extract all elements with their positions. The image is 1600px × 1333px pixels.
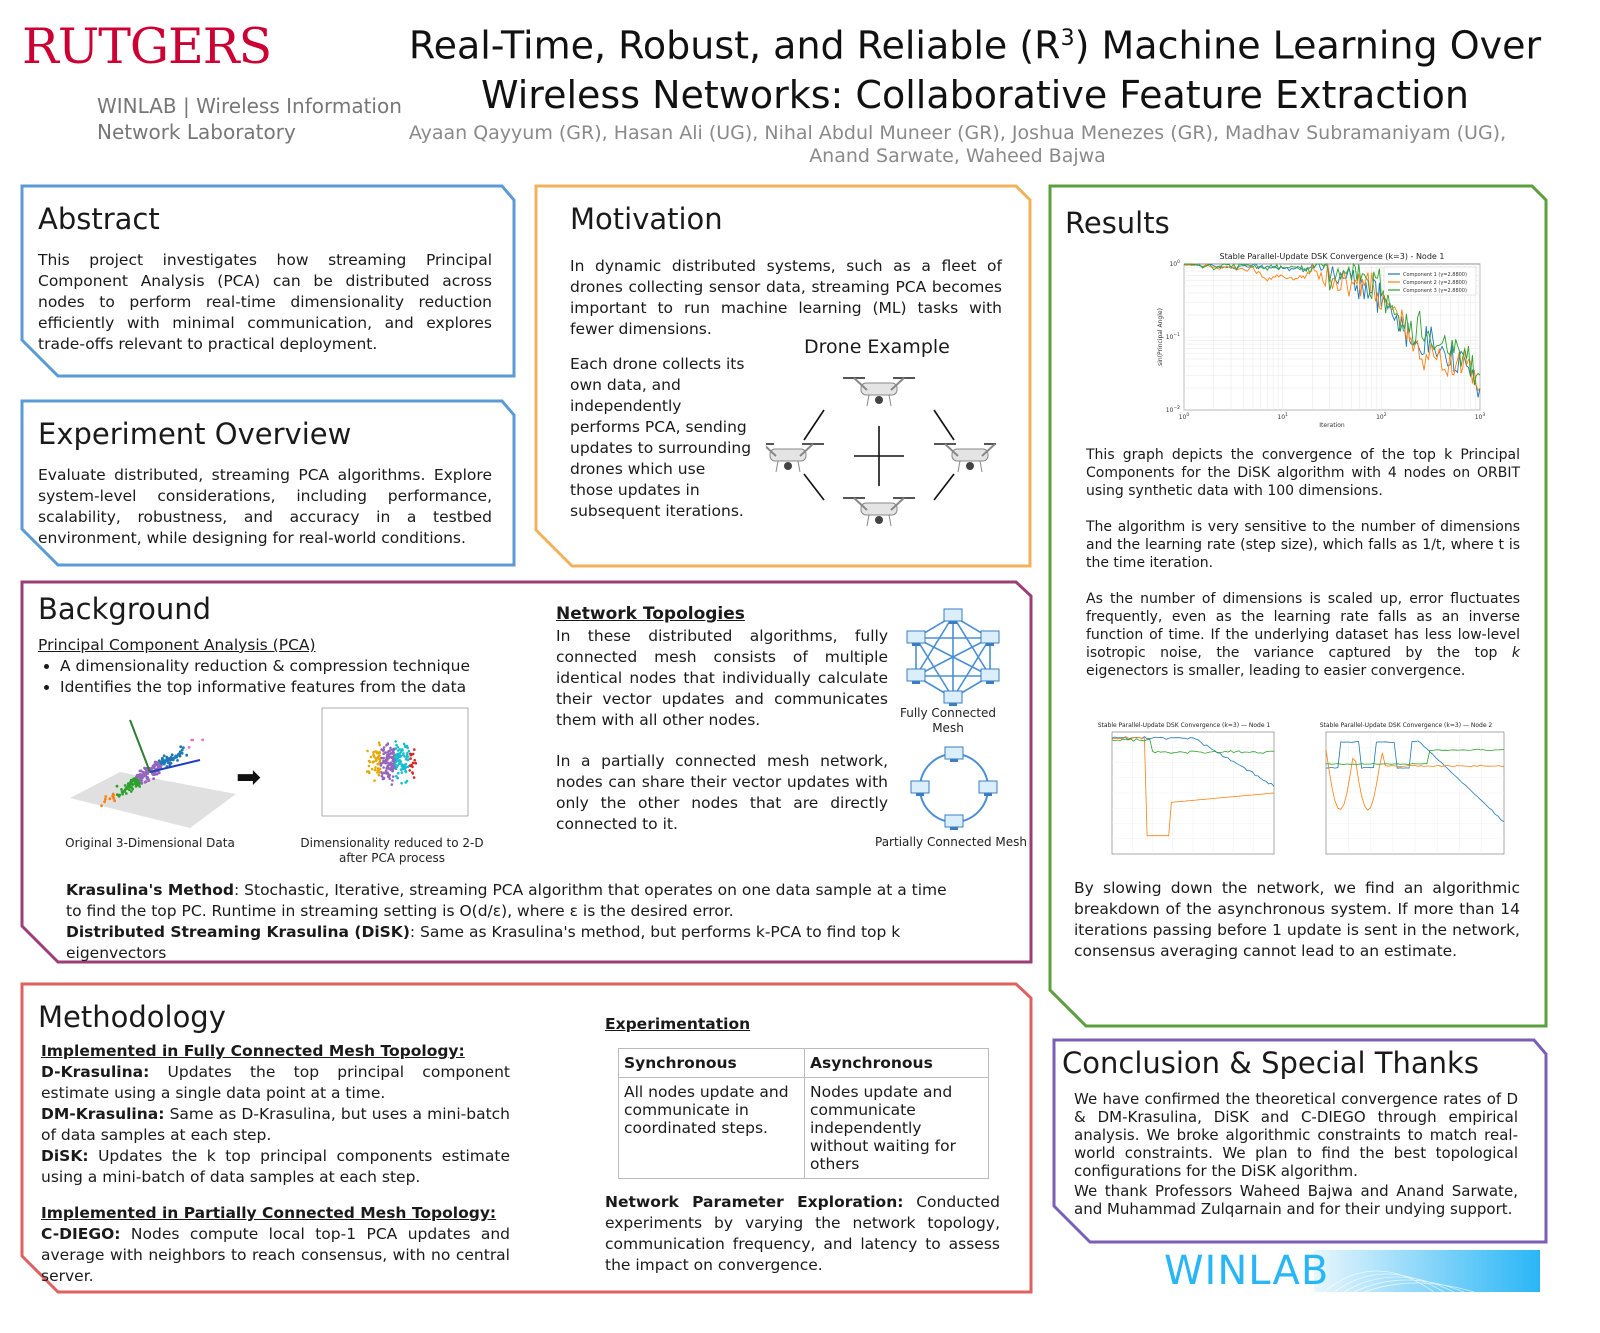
computer-icon	[944, 691, 962, 706]
scatter-point	[104, 798, 107, 801]
scatter-point	[385, 769, 388, 772]
abstract-title: Abstract	[38, 202, 160, 236]
computer-icon	[979, 781, 997, 796]
results-para3-b: eigenectors is smaller, leading to easier convergence.	[1086, 663, 1466, 679]
scatter-point	[409, 753, 412, 756]
scatter-point	[400, 749, 403, 752]
scatter-point	[382, 778, 385, 781]
scatter-point	[162, 761, 165, 764]
authors-line2: Anand Sarwate, Waheed Bajwa	[809, 145, 1106, 167]
scatter-point	[396, 754, 399, 757]
drone-icon-bottom	[843, 498, 915, 526]
scatter-point	[368, 770, 371, 773]
scatter-point	[391, 768, 394, 771]
lab-name	[97, 93, 402, 145]
scatter-point	[406, 747, 409, 750]
computer-icon	[907, 669, 925, 684]
conclusion-title: Conclusion & Special Thanks	[1062, 1046, 1479, 1080]
network-text2: In a partially connected mesh network, nodes can share their vector updates with only the other nodes that are directly connected to it.	[556, 752, 888, 833]
scatter-point	[405, 758, 408, 761]
legend-label: Component 2 (γ=2.8800)	[1403, 280, 1467, 286]
fc-caption-line2: Mesh	[932, 721, 964, 735]
overview-text: Evaluate distributed, streaming PCA algorithms. Explore system-level considerations, including performance, scalability, robustness, and accuracy in a testbed environment, while designing for real-world conditions.	[38, 466, 492, 547]
node1-chart-title: Stable Parallel-Update DSK Convergence (k=3) — Node 1	[1097, 722, 1271, 729]
network-topologies-heading: Network Topologies	[556, 604, 745, 624]
background-panel	[20, 580, 1033, 964]
scatter-point	[405, 771, 408, 774]
scatter-point	[393, 759, 396, 762]
results-title: Results	[1065, 206, 1170, 240]
scatter-point	[179, 745, 182, 748]
scatter-point	[385, 761, 388, 764]
disk-method-label: DiSK:	[41, 1147, 89, 1165]
scatter-point	[368, 765, 371, 768]
authors	[360, 122, 1555, 168]
scatter-point	[185, 754, 188, 757]
scatter-point	[404, 768, 407, 771]
drone-icon-right	[934, 444, 996, 472]
scatter-point	[176, 759, 179, 762]
scatter-point	[392, 775, 395, 778]
motivation-title: Motivation	[570, 202, 723, 236]
scatter-point	[374, 769, 377, 772]
scatter-point	[154, 764, 157, 767]
caption-2d-line1: Dimensionality reduced to 2-D	[300, 836, 484, 850]
caption-3d: Original 3-Dimensional Data	[65, 836, 235, 850]
results-panel	[1048, 184, 1548, 1028]
scatter-point	[135, 781, 138, 784]
lab-name-line2: Network Laboratory	[97, 120, 296, 144]
scatter-point	[125, 792, 128, 795]
lab-name-line1: WINLAB | Wireless Information	[97, 94, 402, 118]
scatter-point	[412, 753, 415, 756]
scatter-point	[383, 746, 386, 749]
computer-icon	[945, 815, 963, 830]
computer-icon	[981, 631, 999, 646]
legend-label: Component 3 (γ=2.8800)	[1403, 288, 1467, 294]
scatter-point	[397, 746, 400, 749]
dm-krasulina-item	[41, 1104, 510, 1146]
chart-legend	[1384, 267, 1476, 295]
fully-connected-mesh-icon	[900, 604, 1006, 708]
drone-icon-top	[843, 378, 915, 406]
scatter-point	[378, 774, 381, 777]
scatter-point	[172, 759, 175, 762]
fc-caption-line1: Fully Connected	[899, 706, 997, 720]
scatter-point	[161, 757, 164, 760]
scatter-point	[381, 772, 384, 775]
krasulina-description: : Stochastic, Iterative, streaming PCA algorithm that operates on one data sample at a time to find the top PC. Runtime in streaming setting is O(d/ε), where ε is the desired error.	[66, 881, 947, 920]
pca-bullet: • Identifies the top informative features from the data	[60, 677, 470, 698]
scatter-point	[412, 762, 415, 765]
scatter-point	[201, 738, 204, 741]
scatter-point	[393, 748, 396, 751]
projection-plane	[70, 772, 236, 828]
d-krasulina-item	[41, 1062, 510, 1104]
scatter-point	[373, 760, 376, 763]
pca-bullet-list	[38, 656, 470, 698]
scatter-point	[399, 762, 402, 765]
node2-convergence-chart	[1300, 718, 1512, 870]
pc-topology-heading: Implemented in Partially Connected Mesh Topology:	[41, 1204, 497, 1222]
winlab-logo-text: WINLAB	[1164, 1248, 1330, 1294]
cdiego-label: C-DIEGO:	[41, 1225, 121, 1243]
scatter-point	[411, 771, 414, 774]
results-para1: This graph depicts the convergence of the top k Principal Components for the DiSK algorithm with 4 nodes on ORBIT using synthetic data with 100 dimensions.	[1086, 447, 1520, 499]
conclusion-panel	[1052, 1038, 1548, 1244]
scatter-point	[130, 790, 133, 793]
pca-3d-scatter	[60, 702, 240, 830]
scatter-point	[139, 778, 142, 781]
scatter-point	[142, 775, 145, 778]
drone-example-title: Drone Example	[804, 336, 950, 358]
overview-title: Experiment Overview	[38, 417, 352, 451]
scatter-point	[378, 754, 381, 757]
scatter-point	[137, 775, 140, 778]
scatter-point	[380, 762, 383, 765]
scatter-point	[139, 770, 142, 773]
scatter-point	[140, 782, 143, 785]
y-tick-label: $10^{-2}$	[1165, 406, 1180, 414]
motivation-text1: In dynamic distributed systems, such as a fleet of drones collecting sensor data, streaming PCA becomes important to run machine learning (ML) tasks with fewer dimensions.	[570, 257, 1002, 338]
scatter-point	[145, 770, 148, 773]
experimentation-table	[618, 1048, 989, 1179]
computer-icon	[945, 747, 963, 762]
krasulina-label: Krasulina's Method	[66, 881, 234, 899]
scatter-point	[134, 778, 137, 781]
scatter-point	[372, 754, 375, 757]
pca-heading: Principal Component Analysis (PCA)	[38, 636, 316, 654]
conclusion-text2: We thank Professors Waheed Bajwa and Anand Sarwate, and Muhammad Zulqarnain and for their undying support.	[1074, 1182, 1518, 1218]
scatter-point	[386, 754, 389, 757]
node2-chart-title: Stable Parallel-Update DSK Convergence (k=3) — Node 2	[1319, 722, 1493, 729]
scatter-point	[395, 764, 398, 767]
scatter-point	[181, 749, 184, 752]
scatter-point	[178, 754, 181, 757]
computer-icon	[911, 781, 929, 796]
cdiego-item	[41, 1224, 510, 1287]
scatter-point	[108, 797, 111, 800]
partially-connected-mesh-icon	[904, 742, 1004, 834]
y-axis-label: sin(Principal Angle)	[1157, 308, 1164, 366]
pca-2d-scatter	[312, 704, 472, 830]
results-para4: By slowing down the network, we find an algorithmic breakdown of the asynchronous system. If more than 14 iterations passing before 1 update is sent in the network, consensus averaging cannot lead to an estimate.	[1074, 879, 1520, 960]
scatter-point	[154, 761, 157, 764]
scatter-point	[408, 750, 411, 753]
scatter-point	[157, 772, 160, 775]
scatter-point	[406, 780, 409, 783]
scatter-point	[104, 795, 107, 798]
scatter-point	[413, 759, 416, 762]
x-tick-label: $10^2$	[1376, 413, 1387, 421]
d-krasulina-text: Updates the top principal component estimate using a single data point at a time.	[41, 1063, 510, 1102]
scatter-point	[402, 754, 405, 757]
scatter-point	[390, 752, 393, 755]
abstract-text: This project investigates how streaming Principal Component Analysis (PCA) can be distributed across nodes to perform real-time dimensionality reduction efficiently with minimal communication, and explores trade-offs relevant to practical deployment.	[38, 251, 492, 353]
scatter-point	[188, 746, 191, 749]
background-title: Background	[38, 592, 212, 626]
scatter-point	[170, 756, 173, 759]
fc-caption	[888, 706, 1008, 736]
scatter-point	[375, 759, 378, 762]
scatter-point	[170, 762, 173, 765]
scatter-point	[153, 773, 156, 776]
scatter-point	[408, 769, 411, 772]
x-tick-label: $10^0$	[1178, 413, 1190, 421]
scatter-point	[144, 775, 147, 778]
scatter-point	[377, 767, 380, 770]
x-axis-label: Iteration	[1319, 422, 1345, 429]
motivation-text2: Each drone collects its own data, and independently performs PCA, sending updates to surrounding drones which use those updates in subsequent iterations.	[570, 355, 752, 520]
scatter-point	[394, 740, 397, 743]
overview-panel	[20, 399, 516, 567]
scatter-point	[167, 758, 170, 761]
npe-text: Conducted experiments by varying the network topology, communication frequency, and latency to assess the impact on convergence.	[605, 1193, 1000, 1274]
x-tick-label: $10^1$	[1277, 413, 1288, 421]
scatter-point	[389, 747, 392, 750]
scatter-point	[378, 744, 381, 747]
node1-convergence-chart	[1086, 718, 1282, 870]
results-para3-k: k	[1511, 645, 1520, 661]
scatter-point	[386, 743, 389, 746]
table-cell: Nodes update and communicate independently without waiting for others	[805, 1078, 989, 1179]
y-tick-label: $10^{-1}$	[1165, 333, 1180, 341]
scatter-point	[397, 772, 400, 775]
scatter-point	[120, 788, 123, 791]
scatter-point	[376, 763, 379, 766]
scatter-point	[400, 782, 403, 785]
scatter-point	[370, 756, 373, 759]
disk-label: Distributed Streaming Krasulina (DiSK)	[66, 923, 410, 941]
d-krasulina-label: D-Krasulina:	[41, 1063, 150, 1081]
scatter-point	[390, 756, 393, 759]
scatter-point	[143, 767, 146, 770]
krasulina-text	[66, 880, 966, 964]
scatter-point	[391, 783, 394, 786]
scatter-point	[182, 746, 185, 749]
rutgers-logo: RUTGERS	[22, 18, 272, 75]
computer-icon	[907, 631, 925, 646]
scatter-point	[171, 754, 174, 757]
pca-bullet: • A dimensionality reduction & compression technique	[60, 656, 470, 677]
winlab-logo	[1164, 1250, 1540, 1292]
title-part2: ) Machine Learning Over Wireless Networks: Collaborative Feature Extraction	[481, 23, 1542, 117]
scatter-point	[373, 779, 376, 782]
computer-icon	[944, 609, 962, 624]
authors-line1: Ayaan Qayyum (GR), Hasan Ali (UG), Nihal Abdul Muneer (GR), Joshua Menezes (GR), Madhav Subramaniyam (UG),	[408, 122, 1507, 144]
scatter-point	[378, 751, 381, 754]
scatter-point	[138, 783, 141, 786]
network-text1: In these distributed algorithms, fully connected mesh consists of multiple identical nodes that individually calculate their vector updates and communicates them with all other nodes.	[556, 627, 888, 729]
dm-krasulina-label: DM-Krasulina:	[41, 1105, 165, 1123]
scatter-point	[409, 757, 412, 760]
drone-icon-left	[766, 444, 824, 472]
scatter-point	[163, 754, 166, 757]
scatter-point	[118, 795, 121, 798]
scatter-point	[371, 768, 374, 771]
scatter-point	[388, 777, 391, 780]
scatter-point	[111, 795, 114, 798]
scatter-point	[375, 751, 378, 754]
y-tick-label: $10^0$	[1169, 260, 1180, 268]
scatter-point	[175, 756, 178, 759]
title-part1: Real-Time, Robust, and Reliable (R	[408, 23, 1061, 68]
convergence-chart	[1148, 250, 1516, 430]
scatter-point	[368, 760, 371, 763]
scatter-point	[395, 744, 398, 747]
scatter-point	[400, 751, 403, 754]
scatter-point	[378, 741, 381, 744]
caption-2d-line2: after PCA process	[339, 851, 445, 865]
scatter-point	[407, 758, 410, 761]
scatter-point	[395, 775, 398, 778]
abstract-panel	[20, 184, 516, 378]
scatter-point	[116, 785, 119, 788]
table-header-cell: Synchronous	[619, 1049, 805, 1078]
scatter-point	[139, 773, 142, 776]
table-header-row	[619, 1049, 989, 1078]
scatter-point	[147, 778, 150, 781]
poster-title	[395, 14, 1555, 120]
disk-description: : Same as Krasulina's method, but performs k-PCA to find top k eigenvectors	[66, 923, 901, 962]
results-para3-a: As the number of dimensions is scaled up, error fluctuates frequently, even as the learning rate falls as an inverse function of time. If the underlying dataset has less low-level isotropic noise, the variance captured by the top	[1086, 591, 1520, 661]
scatter-point	[387, 757, 390, 760]
scatter-point	[399, 755, 402, 758]
scatter-point	[380, 757, 383, 760]
scatter-point	[397, 749, 400, 752]
scatter-point	[391, 779, 394, 782]
chart-title: Stable Parallel-Update DSK Convergence (k=3) - Node 1	[1219, 252, 1445, 261]
arrow-right-icon: ➡	[236, 760, 262, 795]
pc-arrow	[130, 720, 150, 772]
methodology-panel	[20, 982, 1033, 1294]
scatter-point	[413, 748, 416, 751]
disk-method-text: Updates the k top principal components estimate using a mini-batch of data samples at each step.	[41, 1147, 510, 1186]
scatter-point	[145, 780, 148, 783]
scatter-point	[401, 771, 404, 774]
scatter-point	[414, 762, 417, 765]
ring-link	[920, 754, 988, 822]
scatter-point	[160, 761, 163, 764]
table-header-cell: Asynchronous	[805, 1049, 989, 1078]
scatter-point	[385, 751, 388, 754]
scatter-point	[378, 771, 381, 774]
scatter-point	[406, 753, 409, 756]
scatter-point	[382, 766, 385, 769]
fc-topology-heading: Implemented in Fully Connected Mesh Topology:	[41, 1042, 465, 1060]
cdiego-text: Nodes compute local top-1 PCA updates and average with neighbors to reach consensus, with no central server.	[41, 1225, 510, 1285]
scatter-point	[413, 776, 416, 779]
scatter-point	[103, 800, 106, 803]
network-parameter-exploration	[605, 1192, 1000, 1276]
npe-label: Network Parameter Exploration:	[605, 1193, 904, 1211]
scatter-point	[121, 791, 124, 794]
table-cell: All nodes update and communicate in coordinated steps.	[619, 1078, 805, 1179]
drone-diagram	[766, 368, 996, 528]
conclusion-text1: We have confirmed the theoretical convergence rates of D & DM-Krasulina, DiSK and C-DIEGO through empirical analysis. We broke algorithmic constraints to match real-world constraints. We plan to find the best topological configurations for the DiSK algorithm.	[1074, 1090, 1518, 1180]
scatter-point	[386, 772, 389, 775]
scatter-point	[382, 748, 385, 751]
caption-2d	[292, 836, 492, 866]
scatter-point	[395, 756, 398, 759]
experimentation-heading: Experimentation	[605, 1015, 751, 1033]
scatter-point	[391, 764, 394, 767]
pc-caption: Partially Connected Mesh	[875, 835, 1027, 849]
table-row	[619, 1078, 989, 1179]
scatter-point	[372, 751, 375, 754]
scatter-point	[388, 763, 391, 766]
scatter-point	[113, 799, 116, 802]
motivation-panel	[534, 184, 1032, 568]
results-para2: The algorithm is very sensitive to the number of dimensions and the learning rate (step size), which falls as 1/t, where t is the time iteration.	[1086, 519, 1520, 571]
disk-item	[41, 1146, 510, 1188]
legend-label: Component 1 (γ=2.8800)	[1403, 272, 1467, 278]
scatter-point	[388, 774, 391, 777]
scatter-point	[128, 784, 131, 787]
methodology-title: Methodology	[38, 1000, 226, 1034]
dm-krasulina-text: Same as D-Krasulina, but uses a mini-batch of data samples at each step.	[41, 1105, 510, 1144]
x-tick-label: $10^3$	[1474, 413, 1486, 421]
fc-methods	[41, 1062, 510, 1188]
scatter-point	[124, 784, 127, 787]
scatter-point	[191, 739, 194, 742]
scatter-point	[403, 743, 406, 746]
scatter-point	[100, 804, 103, 807]
scatter-point	[125, 787, 128, 790]
winlab-wave-graphic	[1314, 1250, 1540, 1292]
results-para3	[1086, 590, 1520, 680]
scatter-point	[152, 777, 155, 780]
scatter-point	[374, 766, 377, 769]
title-superscript: 3	[1060, 26, 1075, 51]
scatter-point	[366, 750, 369, 753]
scatter-point	[410, 765, 413, 768]
computer-icon	[981, 669, 999, 684]
